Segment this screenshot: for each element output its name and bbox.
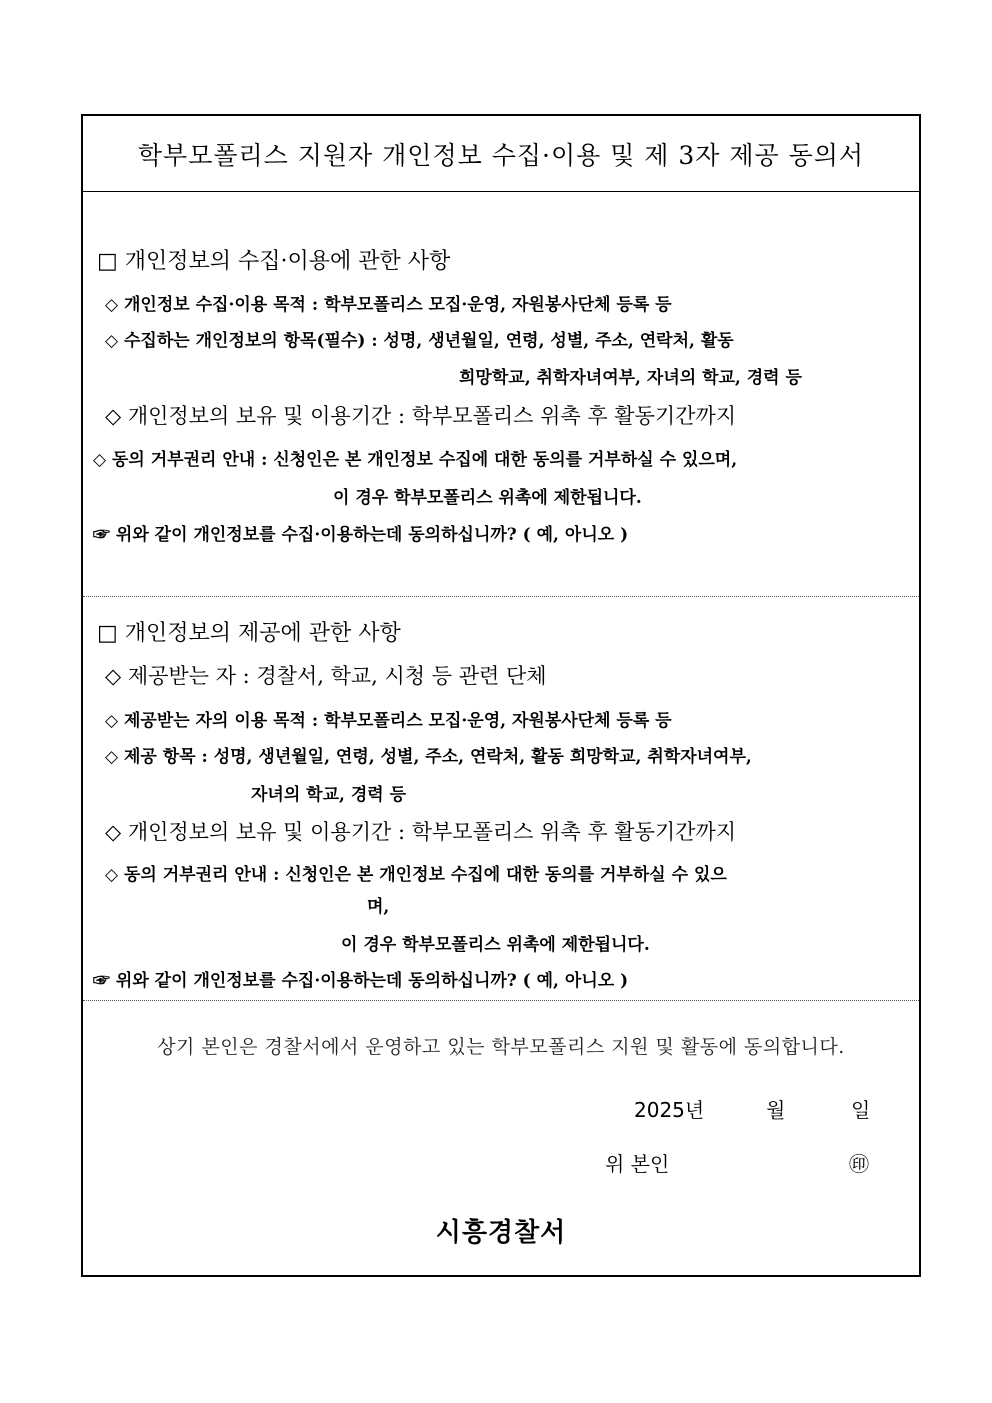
section2-heading: □ 개인정보의 제공에 관한 사항 — [97, 621, 401, 646]
signer-label: 위 본인 — [605, 1152, 670, 1176]
section2-refusal-line1: ◇ 동의 거부권리 안내 : 신청인은 본 개인정보 수집에 대한 동의를 거부하실 수 있으 — [105, 865, 727, 885]
consent-statement: 상기 본인은 경찰서에서 운영하고 있는 학부모폴리스 지원 및 활동에 동의합니다. — [157, 1036, 845, 1058]
section2-refusal-line2: 이 경우 학부모폴리스 위촉에 제한됩니다. — [341, 935, 650, 955]
section2-items-line1: ◇ 제공 항목 : 성명, 생년월일, 연령, 성별, 주소, 연락처, 활동 희망학교, 취학자녀여부, — [105, 747, 752, 767]
section1-consent-question: ☞ 위와 같이 개인정보를 수집·이용하는데 동의하십니까? ( 예, 아니오 ) — [93, 525, 629, 545]
consent-form-frame — [81, 114, 921, 1277]
section2-refusal-line1b: 며, — [367, 897, 390, 917]
section2-recipient: ◇ 제공받는 자 : 경찰서, 학교, 시청 등 관련 단체 — [105, 664, 547, 688]
section1-purpose: ◇ 개인정보 수집·이용 목적 : 학부모폴리스 모집·운영, 자원봉사단체 등록 등 — [105, 295, 672, 315]
seal-mark: ㊞ — [849, 1152, 869, 1176]
date-month: 월 — [766, 1098, 786, 1122]
section1-retention: ◇ 개인정보의 보유 및 이용기간 : 학부모폴리스 위촉 후 활동기간까지 — [105, 404, 737, 428]
section1-heading: □ 개인정보의 수집·이용에 관한 사항 — [97, 249, 451, 274]
section1-items-line2: 희망학교, 취학자녀여부, 자녀의 학교, 경력 등 — [459, 368, 802, 388]
form-title: 학부모폴리스 지원자 개인정보 수집·이용 및 제 3자 제공 동의서 — [137, 141, 865, 170]
section1-refusal-line1: ◇ 동의 거부권리 안내 : 신청인은 본 개인정보 수집에 대한 동의를 거부하실 수 있으며, — [93, 450, 738, 470]
date-year: 2025년 — [634, 1098, 705, 1122]
section2-purpose: ◇ 제공받는 자의 이용 목적 : 학부모폴리스 모집·운영, 자원봉사단체 등록 등 — [105, 711, 672, 731]
title-box — [83, 116, 919, 192]
section2-consent-question: ☞ 위와 같이 개인정보를 수집·이용하는데 동의하십니까? ( 예, 아니오 ) — [93, 971, 629, 991]
section2-retention: ◇ 개인정보의 보유 및 이용기간 : 학부모폴리스 위촉 후 활동기간까지 — [105, 820, 737, 844]
date-day: 일 — [851, 1098, 871, 1122]
section-divider — [83, 596, 919, 597]
organization-name: 시흥경찰서 — [435, 1218, 567, 1248]
section1-refusal-line2: 이 경우 학부모폴리스 위촉에 제한됩니다. — [333, 488, 642, 508]
footer-divider — [83, 1000, 919, 1001]
section1-items-line1: ◇ 수집하는 개인정보의 항목(필수) : 성명, 생년월일, 연령, 성별, 주소, 연락처, 활동 — [105, 331, 734, 351]
section2-items-line2: 자녀의 학교, 경력 등 — [251, 785, 407, 805]
